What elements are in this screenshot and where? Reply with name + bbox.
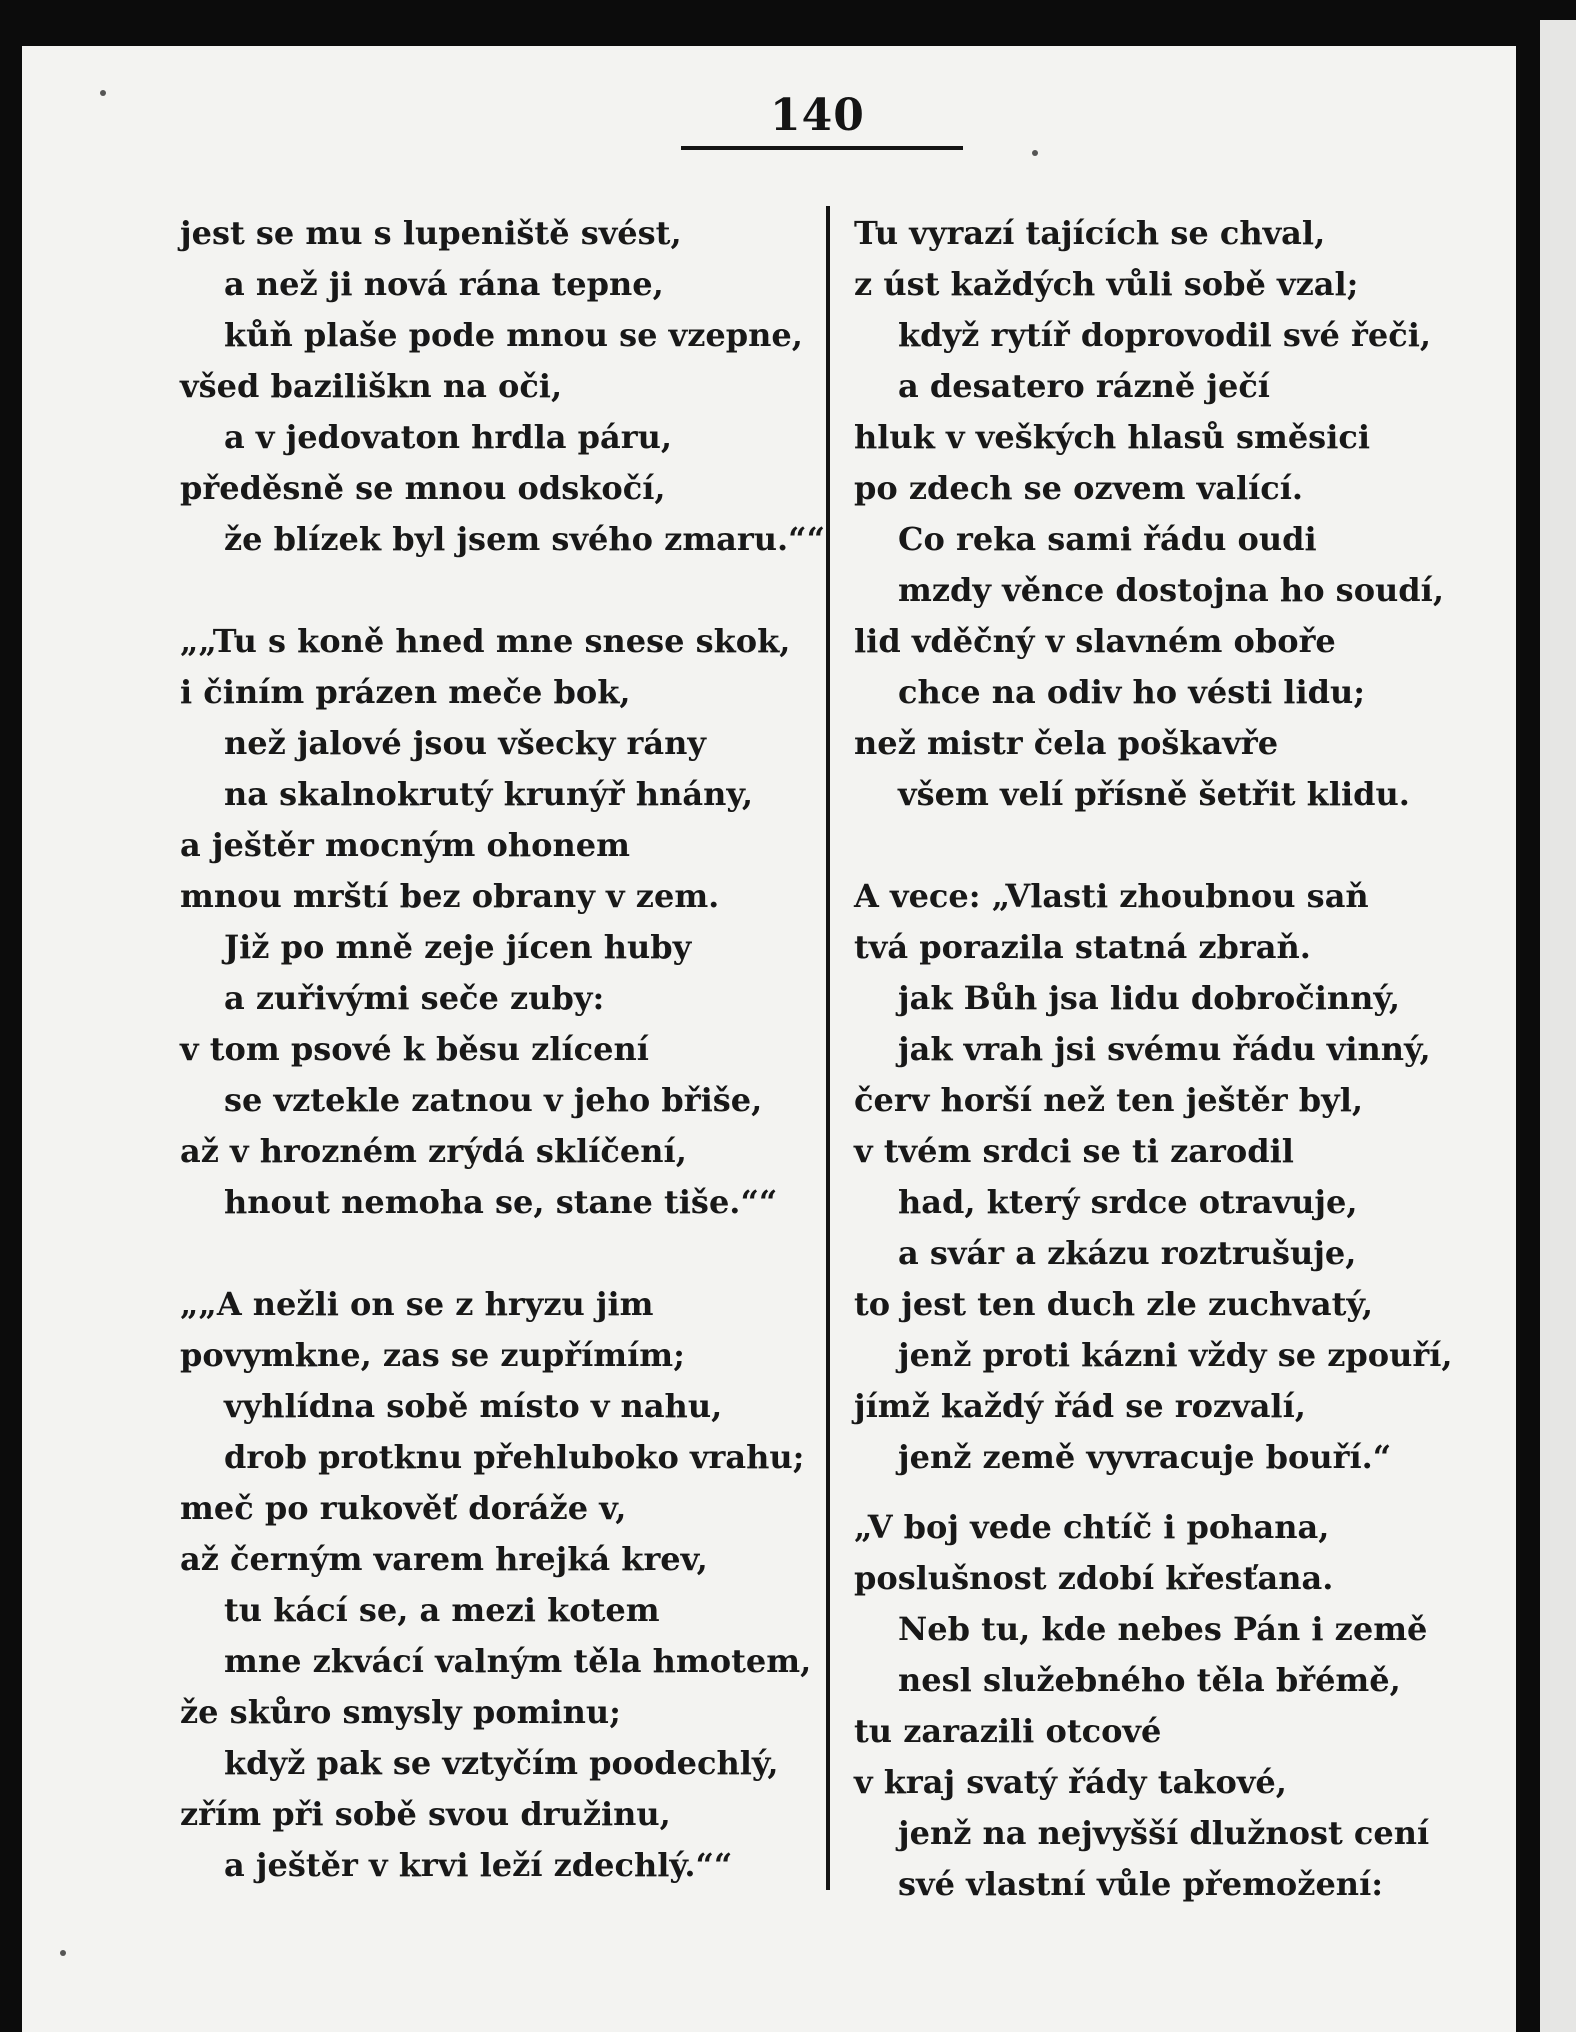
verse-line: mne zkvácí valným těla hmotem, [224, 1642, 812, 1680]
verse-line: a v jedovaton hrdla páru, [224, 418, 673, 456]
verse-line: na skalnokrutý krunýř hnány, [224, 775, 753, 813]
verse-line: hluk v veškých hlasů směsici [854, 418, 1370, 456]
verse-line: tu kácí se, a mezi kotem [224, 1591, 660, 1629]
verse-line: své vlastní vůle přemožení: [898, 1865, 1384, 1903]
verse-line: jenž na nejvyšší dlužnost cení [898, 1814, 1430, 1852]
verse-line: vyhlídna sobě místo v nahu, [224, 1387, 723, 1425]
verse-line: a než ji nová rána tepne, [224, 265, 664, 303]
verse-line: červ horší než ten ještěr byl, [854, 1081, 1364, 1119]
stanza-break [180, 565, 810, 616]
verse-line: jak vrah jsi svému řádu vinný, [898, 1030, 1431, 1068]
verse-line: kůň plaše pode mnou se vzepne, [224, 316, 803, 354]
verse-line: a zuřivými seče zuby: [224, 979, 605, 1017]
verse-line: mnou mrští bez obrany v zem. [180, 877, 720, 915]
verse-line: že skůro smysly pominu; [180, 1693, 621, 1731]
verse-line: Již po mně zeje jícen huby [224, 928, 692, 966]
right-text-column [854, 208, 1464, 1910]
verse-line: „„Tu s koně hned mne snese skok, [180, 622, 791, 660]
verse-line: meč po rukověť doráže v, [180, 1489, 627, 1527]
verse-line: všem velí přísně šetřit klidu. [898, 775, 1410, 813]
verse-line: jest se mu s lupeniště svést, [180, 214, 682, 252]
left-text-column [180, 208, 825, 1891]
verse-line: nesl služebného těla břémě, [898, 1661, 1401, 1699]
verse-line: v kraj svatý řády takové, [854, 1763, 1287, 1801]
verse-line: než jalové jsou všecky rány [224, 724, 706, 762]
page-number-rule [681, 146, 963, 150]
verse-line: mzdy věnce dostojna ho soudí, [898, 571, 1444, 609]
verse-line: až černým varem hrejká krev, [180, 1540, 708, 1578]
verse-line: chce na odiv ho vésti lidu; [898, 673, 1366, 711]
verse-line: a svár a zkázu roztrušuje, [898, 1234, 1357, 1272]
stanza-break [180, 1228, 810, 1279]
verse-line: než mistr čela poškavře [854, 724, 1279, 762]
verse-line: Neb tu, kde nebes Pán i země [898, 1610, 1428, 1648]
verse-line: jak Bůh jsa lidu dobročinný, [898, 979, 1401, 1017]
stanza-break [854, 820, 1464, 871]
verse-line: a desatero rázně ječí [898, 367, 1270, 405]
ink-speck [100, 90, 106, 96]
verse-line: Tu vyrazí tajících se chval, [854, 214, 1326, 252]
verse-line: to jest ten duch zle zuchvatý, [854, 1285, 1374, 1323]
verse-line: Co reka sami řádu oudi [898, 520, 1317, 558]
verse-line: v tvém srdci se ti zarodil [854, 1132, 1294, 1170]
verse-line: zřím při sobě svou družinu, [180, 1795, 671, 1833]
ink-speck [60, 1950, 66, 1956]
ink-speck [1032, 150, 1038, 156]
verse-line: hnout nemoha se, stane tiše.““ [224, 1183, 778, 1221]
verse-line: po zdech se ozvem valící. [854, 469, 1304, 507]
verse-line: „V boj vede chtíč i pohana, [854, 1508, 1330, 1546]
verse-line: až v hrozném zrýdá sklíčení, [180, 1132, 687, 1170]
verse-line: všed baziliškn na oči, [180, 367, 563, 405]
verse-line: že blízek byl jsem svého zmaru.““ [224, 520, 825, 558]
verse-line: jenž země vyvracuje bouří.“ [898, 1438, 1392, 1476]
verse-line: a ještěr mocným ohonem [180, 826, 630, 864]
verse-line: poslušnost zdobí křesťana. [854, 1559, 1334, 1597]
verse-line: A vece: „Vlasti zhoubnou saň [854, 877, 1369, 915]
verse-line: tu zarazili otcové [854, 1712, 1162, 1750]
verse-line: předěsně se mnou odskočí, [180, 469, 666, 507]
verse-line: i činím prázen meče bok, [180, 673, 631, 711]
page-number: 140 [770, 90, 865, 141]
verse-line: když rytíř doprovodil své řeči, [898, 316, 1432, 354]
verse-line: když pak se vztyčím poodechlý, [224, 1744, 779, 1782]
verse-line: jímž každý řád se rozvalí, [854, 1387, 1306, 1425]
verse-line: v tom psové k běsu zlícení [180, 1030, 649, 1068]
verse-line: se vztekle zatnou v jeho břiše, [224, 1081, 763, 1119]
verse-line: a ještěr v krvi leží zdechlý.““ [224, 1846, 733, 1884]
verse-line: tvá porazila statná zbraň. [854, 928, 1311, 966]
verse-line: povymkne, zas se zupřímím; [180, 1336, 685, 1374]
verse-line: lid vděčný v slavném oboře [854, 622, 1336, 660]
verse-line: z úst každých vůli sobě vzal; [854, 265, 1359, 303]
column-divider [826, 206, 830, 1890]
next-page-edge [1540, 20, 1576, 2032]
verse-line: jenž proti kázni vždy se zpouří, [898, 1336, 1453, 1374]
stanza-break [854, 1483, 1464, 1502]
verse-line: „„A nežli on se z hryzu jim [180, 1285, 654, 1323]
verse-line: drob protknu přehluboko vrahu; [224, 1438, 805, 1476]
verse-line: had, který srdce otravuje, [898, 1183, 1358, 1221]
